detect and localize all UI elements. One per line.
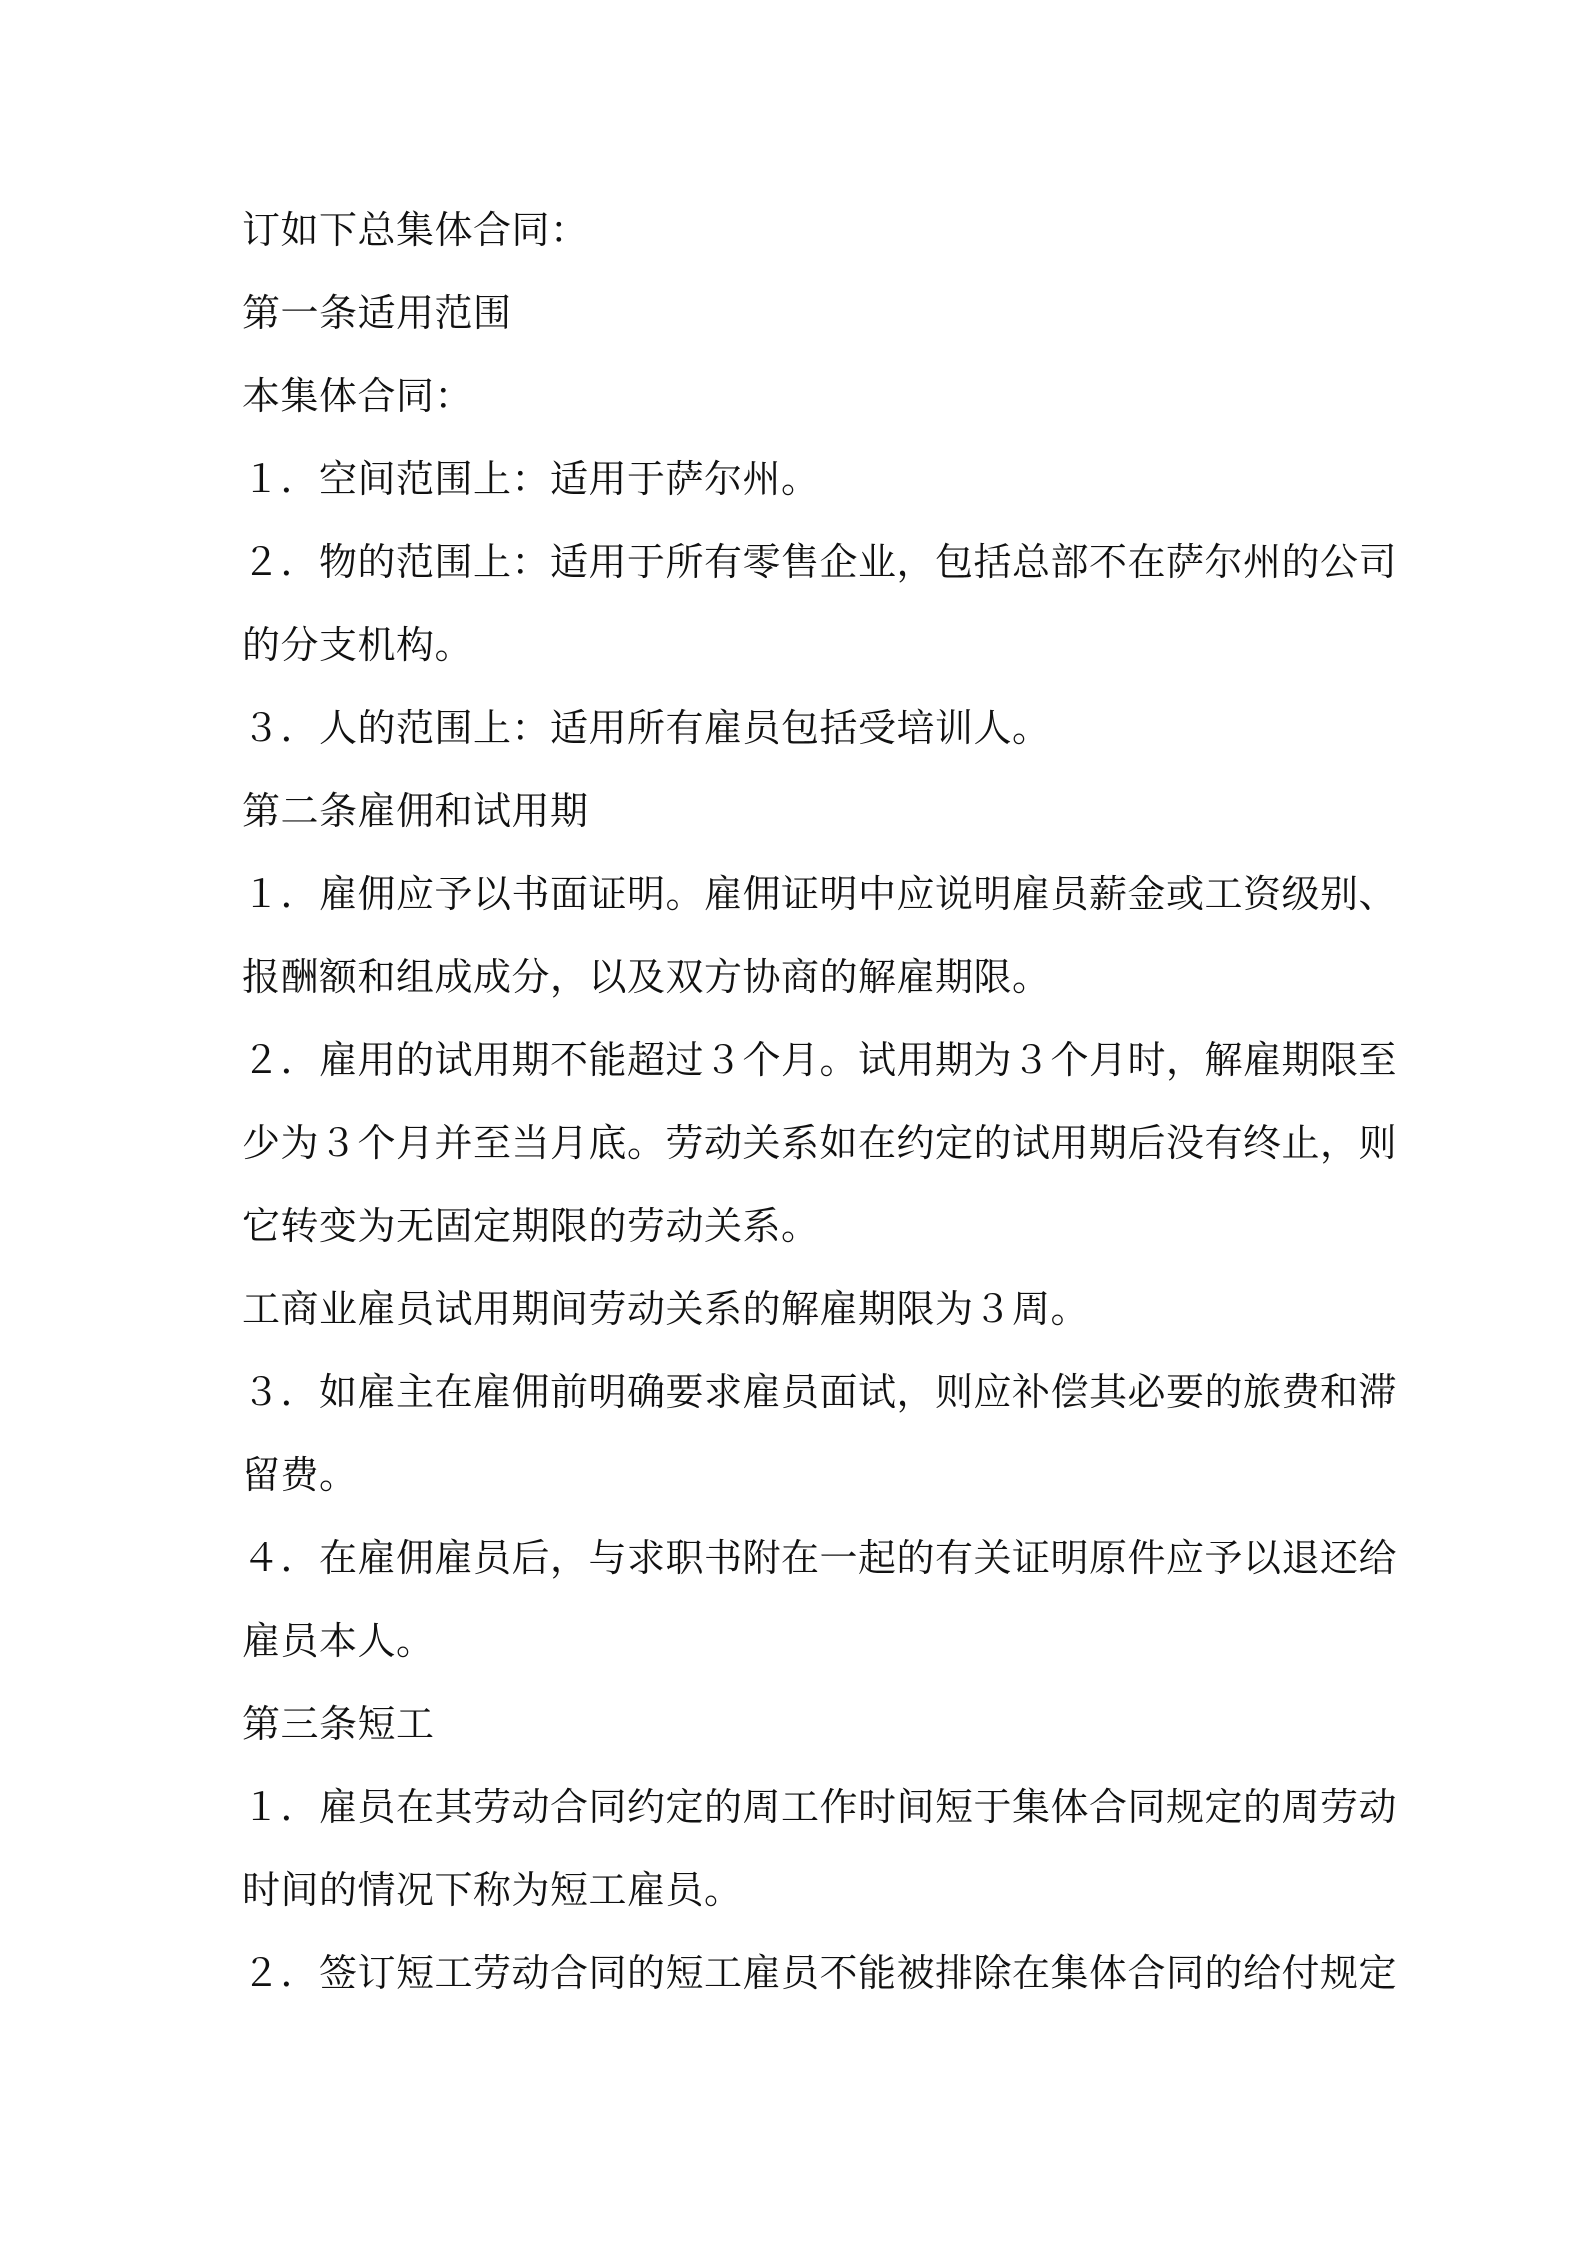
list-item: ３．人的范围上：适用所有雇员包括受培训人。 — [242, 706, 1051, 750]
text-line: 时间的情况下称为短工雇员。 — [242, 1868, 743, 1912]
text-line: 报酬额和组成成分，以及双方协商的解雇期限。 — [242, 955, 1051, 999]
text-line: 雇员本人。 — [242, 1619, 435, 1663]
article-heading: 第二条雇佣和试用期 — [242, 789, 589, 833]
list-item: ２．物的范围上：适用于所有零售企业，包括总部不在萨尔州的公司 — [242, 540, 1398, 584]
list-item: １．雇员在其劳动合同约定的周工作时间短于集体合同规定的周劳动 — [242, 1785, 1398, 1829]
list-item: ２．签订短工劳动合同的短工雇员不能被排除在集体合同的给付规定 — [242, 1951, 1398, 1995]
text-line: 它转变为无固定期限的劳动关系。 — [242, 1204, 820, 1248]
text-line: 本集体合同： — [242, 374, 474, 418]
list-item: ４．在雇佣雇员后，与求职书附在一起的有关证明原件应予以退还给 — [242, 1536, 1398, 1580]
text-line: 留费。 — [242, 1453, 358, 1497]
article-heading: 第三条短工 — [242, 1702, 435, 1746]
article-heading: 第一条适用范围 — [242, 291, 512, 335]
text-line: 订如下总集体合同： — [242, 208, 589, 252]
list-item: ２．雇用的试用期不能超过３个月。试用期为３个月时，解雇期限至 — [242, 1038, 1398, 1082]
text-line: 工商业雇员试用期间劳动关系的解雇期限为３周。 — [242, 1287, 1090, 1331]
list-item: １．空间范围上：适用于萨尔州。 — [242, 457, 820, 501]
text-line: 的分支机构。 — [242, 623, 474, 667]
text-line: 少为３个月并至当月底。劳动关系如在约定的试用期后没有终止，则 — [242, 1121, 1398, 1165]
list-item: １．雇佣应予以书面证明。雇佣证明中应说明雇员薪金或工资级别、 — [242, 872, 1398, 916]
list-item: ３．如雇主在雇佣前明确要求雇员面试，则应补偿其必要的旅费和滞 — [242, 1370, 1398, 1414]
